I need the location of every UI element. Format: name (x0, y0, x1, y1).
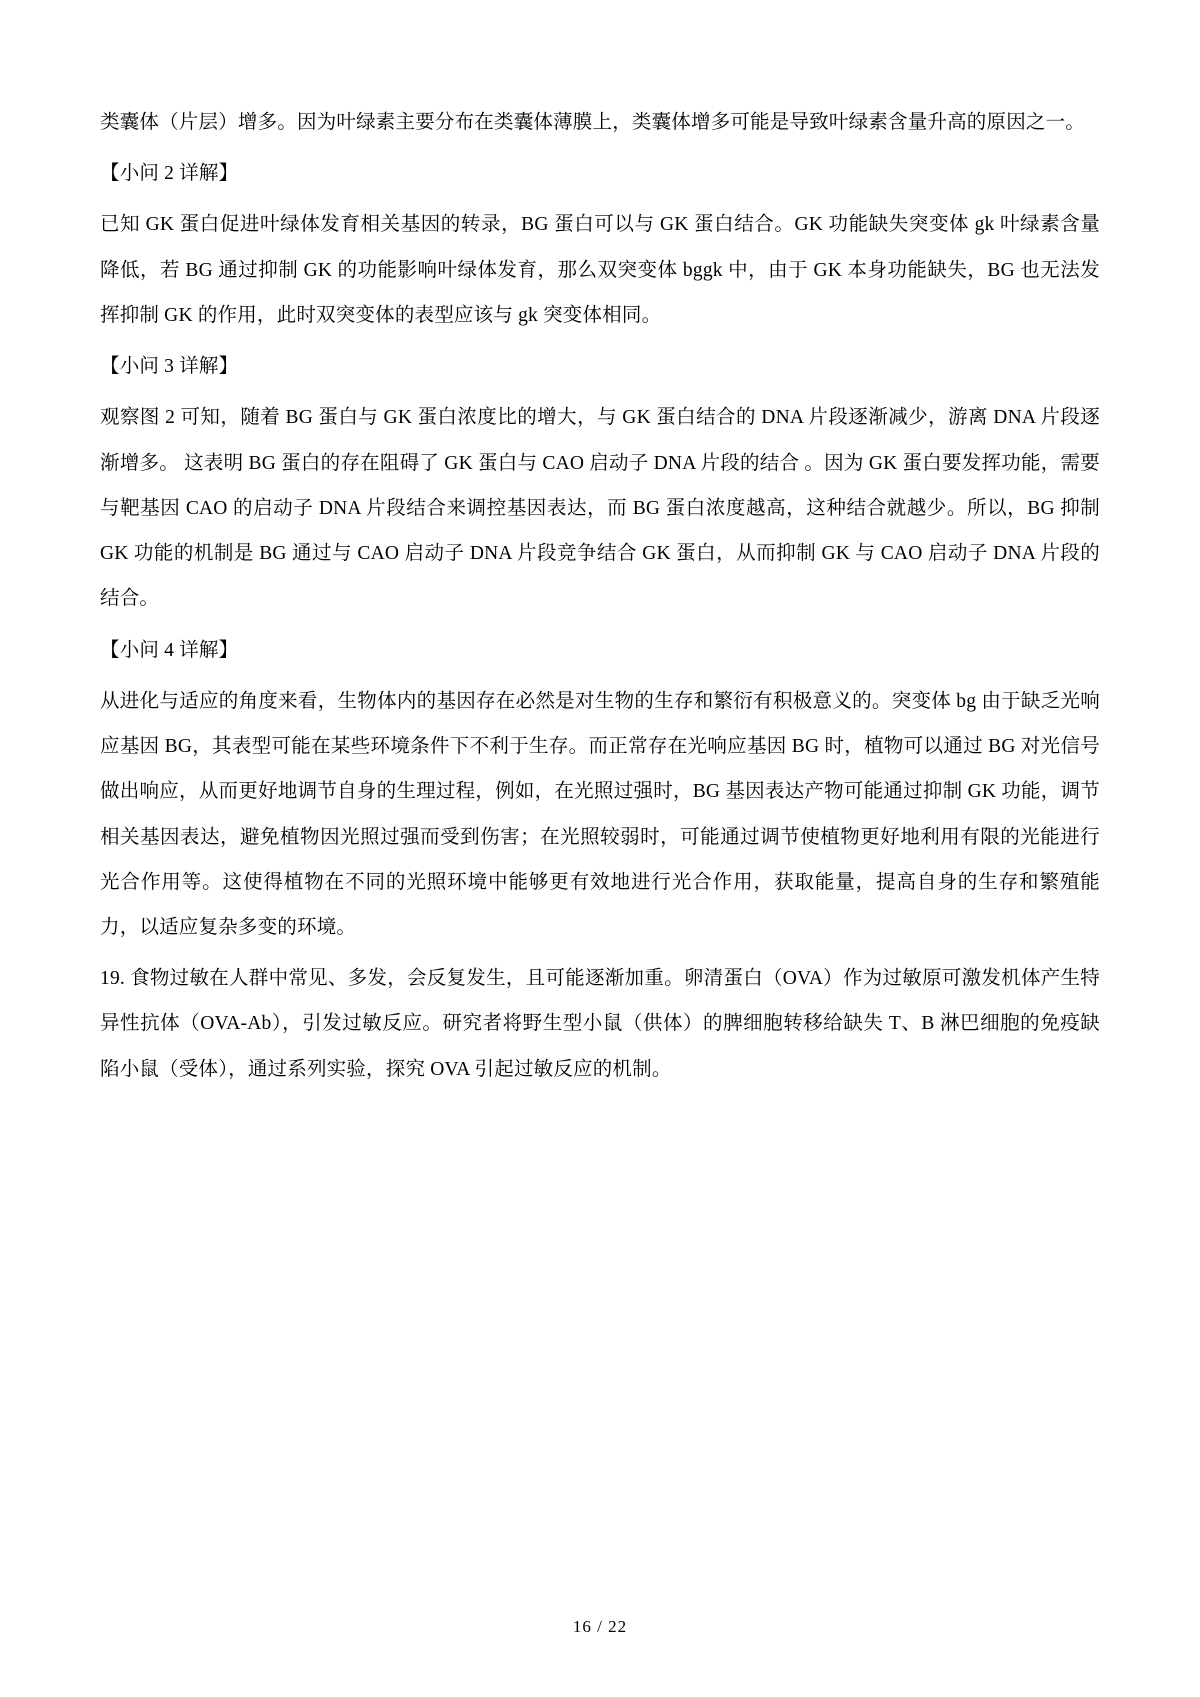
heading-sub-question-3: 【小问 3 详解】 (100, 356, 239, 378)
page-content (100, 100, 1100, 1092)
paragraph-question-19: 19. 食物过敏在人群中常见、多发，会反复发生，且可能逐渐加重。卵清蛋白（OVA）作为过敏原可激发机体产生特异性抗体（OVA-Ab），引发过敏反应。研究者将野生型小鼠（供体）的脾细胞转移给缺失 T、B 淋巴细胞的免疫缺陷小鼠（受体），通过系列实验，探究 OVA 引起过敏反应的机制。 (100, 968, 1100, 1080)
paragraph-answer-2: 已知 GK 蛋白促进叶绿体发育相关基因的转录，BG 蛋白可以与 GK 蛋白结合。GK 功能缺失突变体 gk 叶绿素含量降低，若 BG 通过抑制 GK 的功能影响叶绿体发育，那么双突变体 bggk 中，由于 GK 本身功能缺失，BG 也无法发挥抑制 GK 的作用，此时双突变体的表型应该与 gk 突变体相同。 (100, 214, 1100, 326)
paragraph-answer-3: 观察图 2 可知，随着 BG 蛋白与 GK 蛋白浓度比的增大，与 GK 蛋白结合的 DNA 片段逐渐减少，游离 DNA 片段逐渐增多。 这表明 BG 蛋白的存在阻碍了 GK 蛋白与 CAO 启动子 DNA 片段的结合 。因为 GK 蛋白要发挥功能，需要与靶基因 CAO 的启动子 DNA 片段结合来调控基因表达，而 BG 蛋白浓度越高，这种结合就越少。所以，BG 抑制 GK 功能的机制是 BG 通过与 CAO 启动子 DNA 片段竞争结合 GK 蛋白，从而抑制 GK 与 CAO 启动子 DNA 片段的结合。 (100, 407, 1100, 610)
paragraph-thylakoid-explanation: 类囊体（片层）增多。因为叶绿素主要分布在类囊体薄膜上，类囊体增多可能是导致叶绿素含量升高的原因之一。 (100, 112, 1086, 133)
heading-sub-question-4: 【小问 4 详解】 (100, 639, 239, 661)
heading-sub-question-2: 【小问 2 详解】 (100, 163, 239, 185)
paragraph-answer-4: 从进化与适应的角度来看，生物体内的基因存在必然是对生物的生存和繁衍有积极意义的。突变体 bg 由于缺乏光响应基因 BG，其表型可能在某些环境条件下不利于生存。而正常存在光响应基因 BG 时，植物可以通过 BG 对光信号做出响应，从而更好地调节自身的生理过程，例如，在光照过强时，BG 基因表达产物可能通过抑制 GK 功能，调节相关基因表达，避免植物因光照过强而受到伤害；在光照较弱时，可能通过调节使植物更好地利用有限的光能进行光合作用等。这使得植物在不同的光照环境中能够更有效地进行光合作用，获取能量，提高自身的生存和繁殖能力，以适应复杂多变的环境。 (100, 690, 1100, 938)
page-number: 16 / 22 (572, 1617, 628, 1636)
